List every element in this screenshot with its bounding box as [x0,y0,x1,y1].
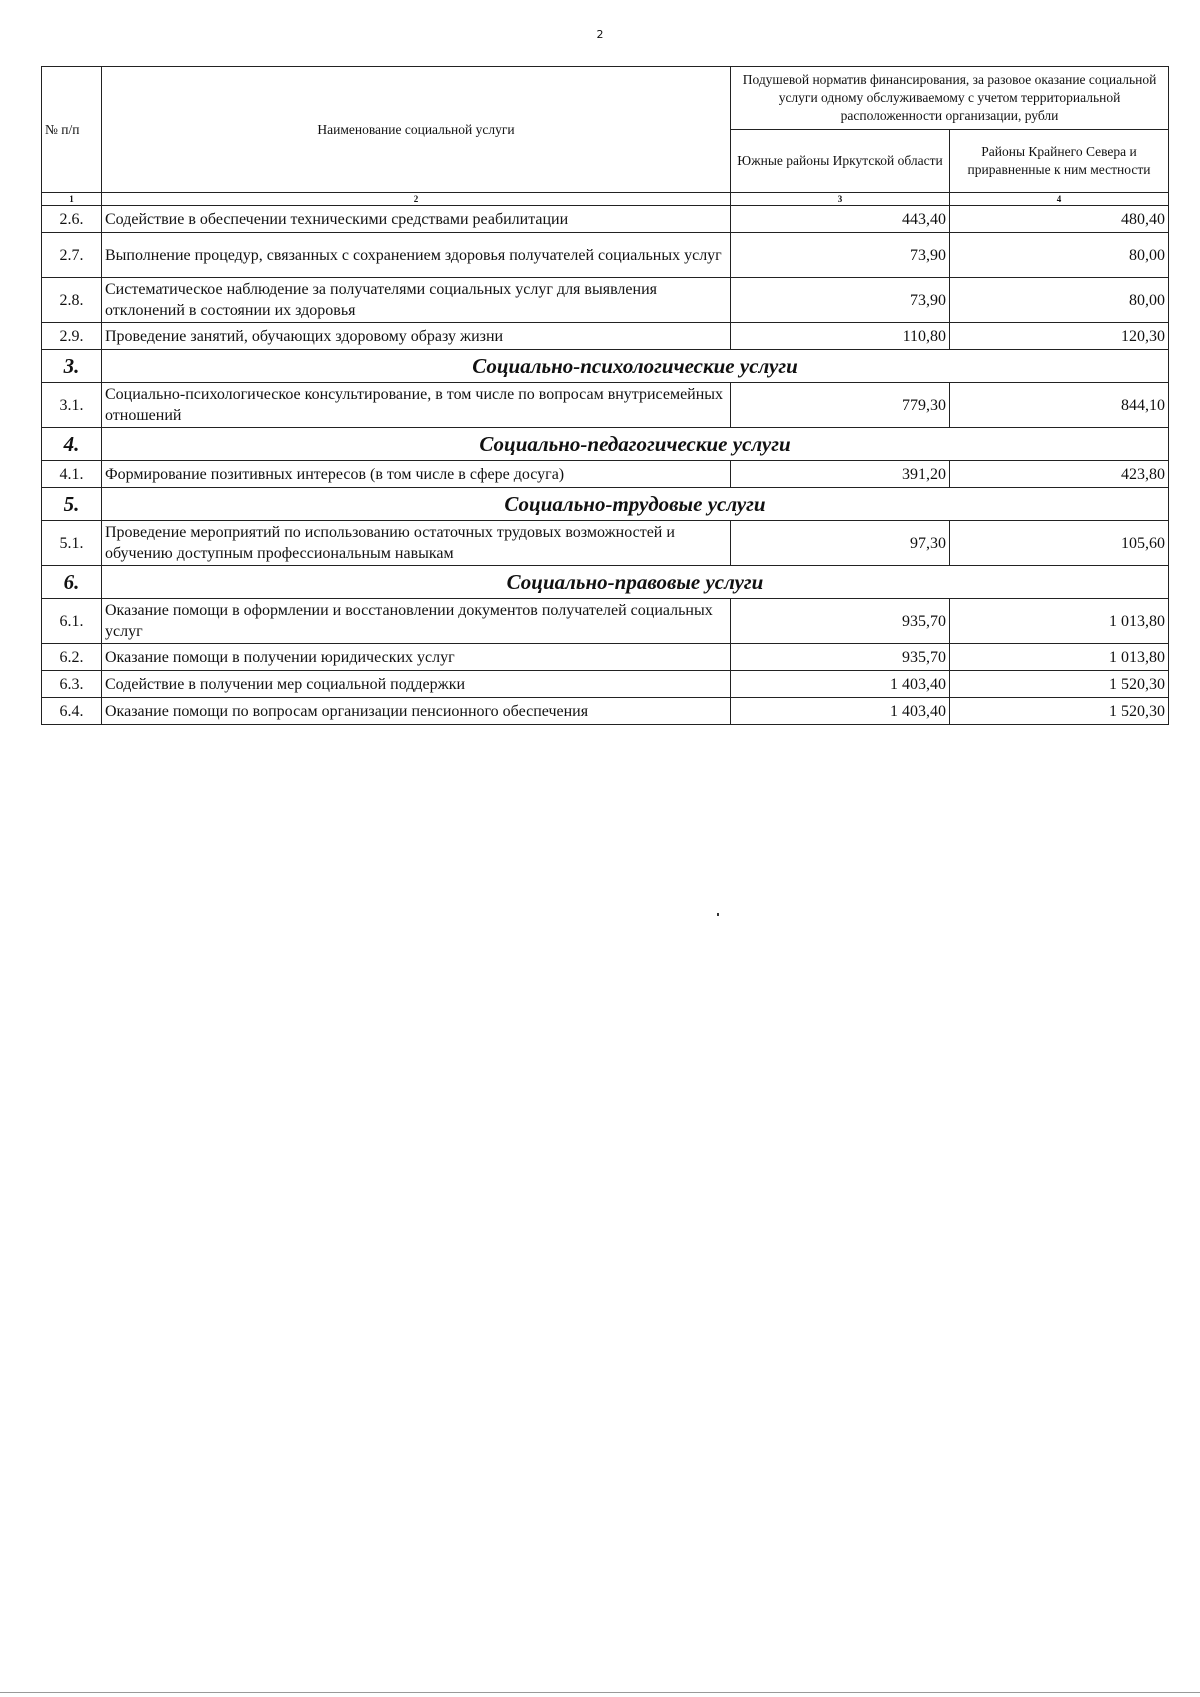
section-title: Социально-психологические услуги [102,350,1169,383]
column-number: 4 [950,193,1169,206]
north-value: 80,00 [950,278,1169,323]
row-num: 4.1. [42,461,102,488]
section-num: 3. [42,350,102,383]
section-num: 5. [42,488,102,521]
service-name: Систематическое наблюдение за получателями социальных услуг для выявления отклонений в состоянии их здоровья [102,278,731,323]
table-row [42,599,1169,644]
row-num: 2.6. [42,206,102,233]
north-value: 423,80 [950,461,1169,488]
row-num: 6.1. [42,599,102,644]
table-row [42,644,1169,671]
south-value: 935,70 [731,599,950,644]
south-value: 391,20 [731,461,950,488]
section-row [42,488,1169,521]
header-service-name: Наименование социальной услуги [102,67,731,193]
row-num: 2.7. [42,233,102,278]
column-number: 1 [42,193,102,206]
header-funding: Подушевой норматив финансирования, за разовое оказание социальной услуги одному обслуживаемому с учетом территориальной расположенности организации, рубли [731,67,1169,130]
table-row [42,671,1169,698]
service-name: Содействие в получении мер социальной поддержки [102,671,731,698]
south-value: 443,40 [731,206,950,233]
section-row [42,350,1169,383]
north-value: 1 013,80 [950,599,1169,644]
south-value: 935,70 [731,644,950,671]
table-row [42,383,1169,428]
row-num: 6.2. [42,644,102,671]
service-name: Социально-психологическое консультирование, в том числе по вопросам внутрисемейных отношений [102,383,731,428]
north-value: 1 520,30 [950,671,1169,698]
north-value: 80,00 [950,233,1169,278]
south-value: 110,80 [731,323,950,350]
south-value: 73,90 [731,278,950,323]
service-name: Выполнение процедур, связанных с сохранением здоровья получателей социальных услуг [102,233,731,278]
section-row [42,428,1169,461]
header-south: Южные районы Иркутской области [731,130,950,193]
row-num: 2.8. [42,278,102,323]
table-row [42,698,1169,725]
section-num: 4. [42,428,102,461]
service-name: Оказание помощи по вопросам организации пенсионного обеспечения [102,698,731,725]
table-row [42,278,1169,323]
north-value: 480,40 [950,206,1169,233]
section-title: Социально-трудовые услуги [102,488,1169,521]
services-table [41,66,1169,725]
south-value: 73,90 [731,233,950,278]
scan-speck [717,913,719,916]
column-number: 3 [731,193,950,206]
table-row [42,206,1169,233]
table-row [42,323,1169,350]
south-value: 779,30 [731,383,950,428]
section-row [42,566,1169,599]
table-row [42,233,1169,278]
section-title: Социально-правовые услуги [102,566,1169,599]
service-name: Оказание помощи в получении юридических услуг [102,644,731,671]
south-value: 1 403,40 [731,698,950,725]
service-name: Формирование позитивных интересов (в том числе в сфере досуга) [102,461,731,488]
row-num: 3.1. [42,383,102,428]
table-row [42,461,1169,488]
column-number: 2 [102,193,731,206]
page-number: 2 [596,28,604,41]
south-value: 1 403,40 [731,671,950,698]
north-value: 105,60 [950,521,1169,566]
service-name: Оказание помощи в оформлении и восстановлении документов получателей социальных услуг [102,599,731,644]
north-value: 1 013,80 [950,644,1169,671]
service-name: Содействие в обеспечении техническими средствами реабилитации [102,206,731,233]
row-num: 6.3. [42,671,102,698]
service-name: Проведение мероприятий по использованию остаточных трудовых возможностей и обучению доступным профессиональным навыкам [102,521,731,566]
north-value: 844,10 [950,383,1169,428]
north-value: 1 520,30 [950,698,1169,725]
row-num: 2.9. [42,323,102,350]
header-north: Районы Крайнего Севера и приравненные к ним местности [950,130,1169,193]
service-name: Проведение занятий, обучающих здоровому образу жизни [102,323,731,350]
section-title: Социально-педагогические услуги [102,428,1169,461]
row-num: 5.1. [42,521,102,566]
page-bottom-edge [0,1692,1200,1693]
column-numbers-row [42,193,1169,206]
south-value: 97,30 [731,521,950,566]
row-num: 6.4. [42,698,102,725]
north-value: 120,30 [950,323,1169,350]
header-num: № п/п [42,67,102,193]
section-num: 6. [42,566,102,599]
header-row [42,67,1169,130]
table-row [42,521,1169,566]
